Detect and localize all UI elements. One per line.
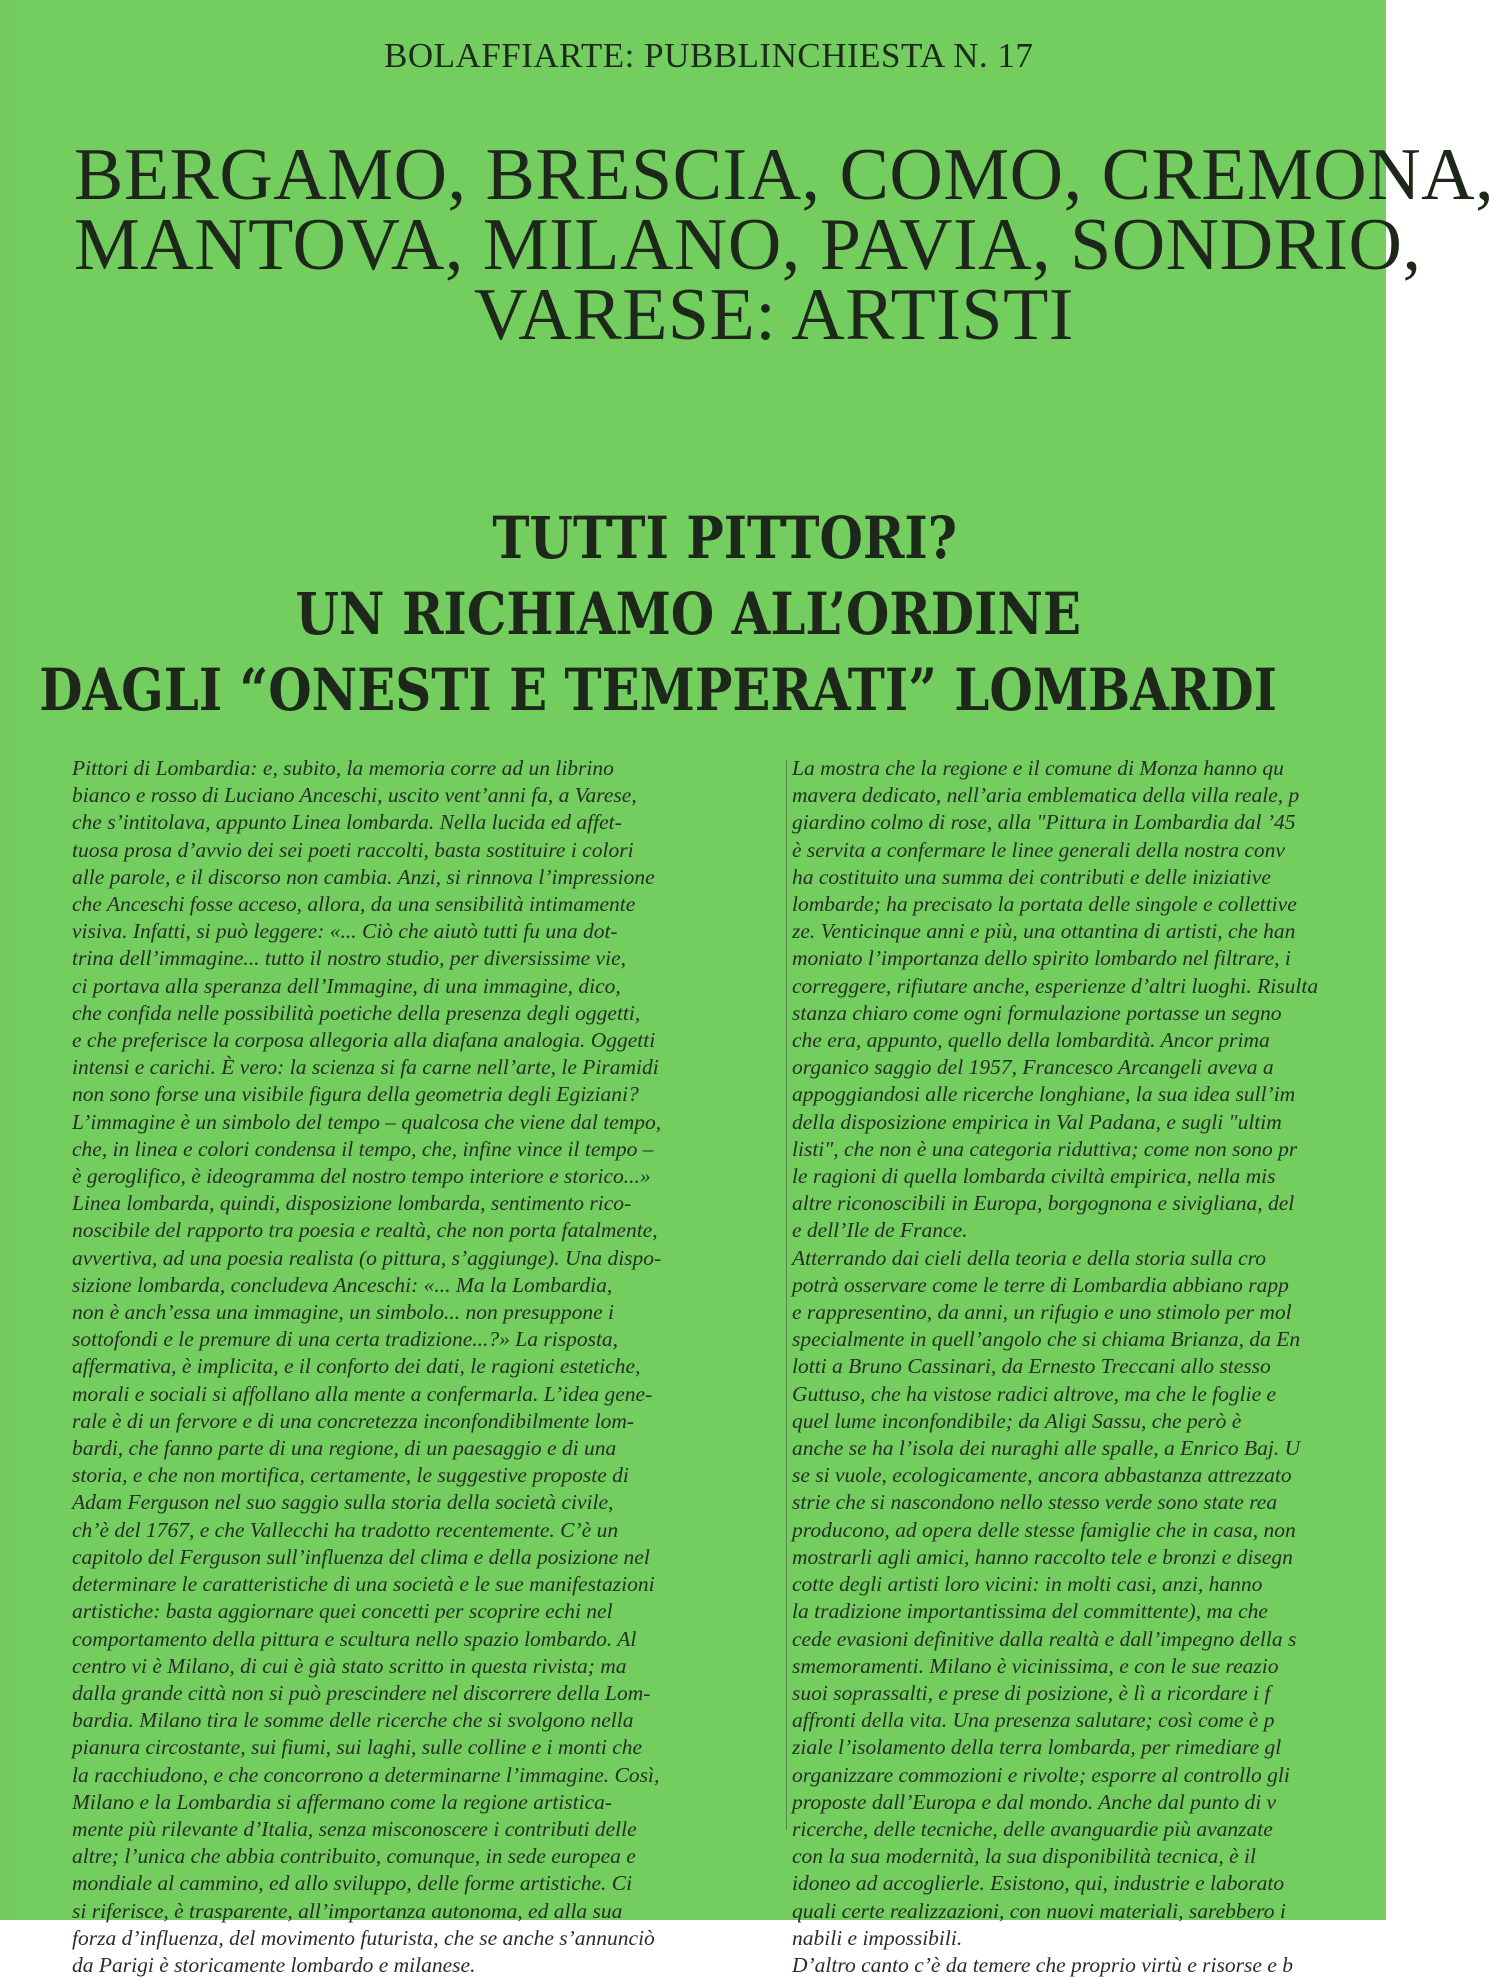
column-divider xyxy=(786,760,787,1830)
article-line: Linea lombarda, quindi, disposizione lombarda, sentimento rico- xyxy=(72,1191,632,1216)
article-line: suoi soprassalti, e prese di posizione, è lì a ricordare i f xyxy=(792,1680,1271,1705)
headline-line-1: BERGAMO, BRESCIA, COMO, CREMONA, xyxy=(74,134,1494,216)
article-line: organizzare commozioni e rivolte; esporre al controllo gli xyxy=(792,1762,1290,1787)
headline-line-3: VARESE: ARTISTI xyxy=(474,274,1074,356)
article-line: della disposizione empirica in Val Padana, e sugli "ultim xyxy=(792,1109,1282,1134)
article-line: lotti a Bruno Cassinari, da Ernesto Treccani allo stesso xyxy=(792,1354,1271,1379)
article-line: con la sua modernità, la sua disponibilità tecnica, è il xyxy=(792,1844,1257,1869)
article-line: mondiale al cammino, ed allo sviluppo, delle forme artistiche. Ci xyxy=(72,1871,633,1896)
article-line: comportamento della pittura e scultura nello spazio lombardo. Al xyxy=(72,1626,637,1651)
article-line: proposte dall’Europa e dal mondo. Anche dal punto di v xyxy=(792,1789,1277,1814)
article-line: D’altro canto c’è da temere che proprio virtù e risorse e b xyxy=(792,1952,1293,1977)
article-line: noscibile del rapporto tra poesia e realtà, che non porta fatalmente, xyxy=(72,1218,658,1243)
series-header: BOLAFFIARTE: PUBBLINCHIESTA N. 17 xyxy=(384,36,1034,75)
subheadline xyxy=(22,500,1277,728)
article-line: sottofondi e le premure di una certa tradizione...?» La risposta, xyxy=(72,1327,619,1352)
article-line: la racchiudono, e che concorrono a determinarne l’immagine. Così, xyxy=(72,1762,660,1787)
article-line: e dell’Ile de France. xyxy=(792,1218,968,1243)
article-line: mostrarli agli amici, hanno raccolto tele e bronzi e disegn xyxy=(792,1544,1293,1569)
article-line: potrà osservare come le terre di Lombardia abbiano rapp xyxy=(792,1272,1289,1297)
article-line: specialmente in quell’angolo che si chiama Brianza, da En xyxy=(792,1327,1301,1352)
article-line: la tradizione importantissima del committente), ma che xyxy=(792,1599,1268,1624)
article-line: non sono forse una visibile figura della geometria degli Egiziani? xyxy=(72,1082,639,1107)
article-line: storia, e che non mortifica, certamente, le suggestive proposte di xyxy=(72,1463,629,1488)
article-line: Milano e la Lombardia si affermano come la regione artistica- xyxy=(72,1789,613,1814)
article-line: producono, ad opera delle stesse famiglie che in casa, non xyxy=(792,1517,1296,1542)
article-line: che, in linea e colori condensa il tempo, che, infine vince il tempo – xyxy=(72,1136,654,1161)
article-line: affermativa, è implicita, e il conforto dei dati, le ragioni estetiche, xyxy=(72,1354,641,1379)
article-line: forza d’influenza, del movimento futurista, che se anche s’annunciò xyxy=(72,1925,655,1950)
article-line: quel lume inconfondibile; da Aligi Sassu, che però è xyxy=(792,1408,1242,1433)
article-line: bardia. Milano tira le somme delle ricerche che si svolgono nella xyxy=(72,1708,634,1733)
article-line: cotte degli artisti loro vicini: in molti casi, anzi, hanno xyxy=(792,1572,1263,1597)
article-line: ziale l’isolamento della terra lombarda, per rimediare gl xyxy=(792,1735,1282,1760)
article-line: non è anch’essa una immagine, un simbolo... non presuppone i xyxy=(72,1300,615,1325)
article-line: che s’intitolava, appunto Linea lombarda. Nella lucida ed affet- xyxy=(72,810,622,835)
article-line: altre; l’unica che abbia contribuito, comunque, in sede europea e xyxy=(72,1844,636,1869)
article-line: quali certe realizzazioni, con nuovi materiali, sarebbero i xyxy=(792,1898,1286,1923)
headline xyxy=(74,134,1494,356)
article-line: da Parigi è storicamente lombardo e milanese. xyxy=(72,1952,476,1977)
article-line: mente più rilevante d’Italia, senza misconoscere i contributi delle xyxy=(72,1816,637,1841)
article-line: idoneo ad accoglierle. Esistono, qui, industrie e laborato xyxy=(792,1871,1285,1896)
article-line: nabili e impossibili. xyxy=(792,1925,963,1950)
article-line: alle parole, e il discorso non cambia. Anzi, si rinnova l’impressione xyxy=(72,864,655,889)
subhead-line-1: TUTTI PITTORI? xyxy=(492,504,957,572)
article-line: determinare le caratteristiche di una società e le sue manifestazioni xyxy=(72,1572,655,1597)
article-line: bianco e rosso di Luciano Anceschi, uscito vent’anni fa, a Varese, xyxy=(72,783,637,808)
article-line: visiva. Infatti, si può leggere: «... Ciò che aiutò tutti fu una dot- xyxy=(72,919,618,944)
article-line: organico saggio del 1957, Francesco Arcangeli aveva a xyxy=(792,1055,1274,1080)
article-line: La mostra che la regione e il comune di Monza hanno qu xyxy=(792,756,1284,780)
article-line: capitolo del Ferguson sull’influenza del clima e della posizione nel xyxy=(72,1544,650,1569)
article-line: che confida nelle possibilità poetiche della presenza degli oggetti, xyxy=(72,1000,641,1025)
article-line: si riferisce, è trasparente, all’importanza autonoma, ed alla sua xyxy=(72,1898,623,1923)
article-line: bardi, che fanno parte di una regione, di un paesaggio e di una xyxy=(72,1436,617,1461)
article-line: artistiche: basta aggiornare quei concetti per scoprire echi nel xyxy=(72,1599,613,1624)
article-line: cede evasioni definitive dalla realtà e dall’impegno della s xyxy=(792,1626,1297,1651)
article-line: ha costituito una summa dei contributi e delle iniziative xyxy=(792,864,1271,889)
article-line: listi", che non è una categoria riduttiva; come non sono pr xyxy=(792,1136,1298,1161)
article-line: che era, appunto, quello della lombardità. Ancor prima xyxy=(792,1028,1270,1053)
subhead-line-2: UN RICHIAMO ALL’ORDINE xyxy=(295,580,1081,648)
article-line: trina dell’immagine... tutto il nostro studio, per diversissime vie, xyxy=(72,946,626,971)
article-line: intensi e carichi. È vero: la scienza si fa carne nell’arte, le Piramidi xyxy=(72,1055,659,1080)
article-line: ch’è del 1767, e che Vallecchi ha tradotto recentemente. C’è un xyxy=(72,1517,619,1542)
article-line: ricerche, delle tecniche, delle avanguardie più avanzate xyxy=(792,1816,1273,1841)
article-line: sizione lombarda, concludeva Anceschi: «... Ma la Lombardia, xyxy=(72,1272,613,1297)
article-line: tuosa prosa d’avvio dei sei poeti raccolti, basta sostituire i colori xyxy=(72,837,634,862)
subhead-line-3: DAGLI “ONESTI E TEMPERATI” LOMBARDI xyxy=(39,656,1277,724)
article-line: è geroglifico, è ideogramma del nostro tempo interiore e storico...» xyxy=(72,1164,651,1189)
article-line: smemoramenti. Milano è vicinissima, e con le sue reazio xyxy=(792,1653,1279,1678)
article-line: avvertiva, ad una poesia realista (o pittura, s’aggiunge). Una dispo- xyxy=(72,1245,662,1270)
article-line: centro vi è Milano, di cui è già stato scritto in questa rivista; ma xyxy=(72,1653,627,1678)
article-line: le ragioni di quella lombarda civiltà empirica, nella mis xyxy=(792,1164,1276,1189)
article-line: giardino colmo di rose, alla "Pittura in Lombardia dal ’45 xyxy=(792,810,1296,835)
headline-line-2: MANTOVA, MILANO, PAVIA, SONDRIO, xyxy=(74,204,1422,286)
article-line: se si vuole, ecologicamente, ancora abbastanza attrezzato xyxy=(792,1463,1292,1488)
article-line: rale è di un fervore e di una concretezza inconfondibilmente lom- xyxy=(72,1408,635,1433)
article-line: strie che si nascondono nello stesso verde sono state rea xyxy=(792,1490,1278,1515)
article-line: mavera dedicato, nell’aria emblematica della villa reale, p xyxy=(792,783,1300,808)
article-line: altre riconoscibili in Europa, borgognona e sivigliana, del xyxy=(792,1191,1295,1216)
article-line: lombarde; ha precisato la portata delle singole e collettive xyxy=(792,892,1297,917)
article-line: Guttuso, che ha vistose radici altrove, ma che le foglie e xyxy=(792,1381,1277,1406)
article-column-right xyxy=(792,755,1386,1979)
article-line: correggere, rifiutare anche, esperienze d’altri luoghi. Risulta xyxy=(792,973,1319,998)
article-line: Pittori di Lombardia: e, subito, la memoria corre ad un librino xyxy=(72,756,614,780)
article-line: Adam Ferguson nel suo saggio sulla storia della società civile, xyxy=(72,1490,614,1515)
article-line: ze. Venticinque anni e più, una ottantina di artisti, che han xyxy=(792,919,1296,944)
article-column-left xyxy=(72,755,778,1979)
article-line: L’immagine è un simbolo del tempo – qualcosa che viene dal tempo, xyxy=(72,1109,662,1134)
article-line: morali e sociali si affollano alla mente a confermarla. L’idea gene- xyxy=(72,1381,653,1406)
article-line: è servita a confermare le linee generali della nostra conv xyxy=(792,837,1285,862)
article-line: affronti della vita. Una presenza salutare; così come è p xyxy=(792,1708,1275,1733)
page-content xyxy=(22,0,1494,1977)
article-line: appoggiandosi alle ricerche longhiane, la sua idea sull’im xyxy=(792,1082,1296,1107)
article-line: ci portava alla speranza dell’Immagine, di una immagine, dico, xyxy=(72,973,621,998)
article-line: dalla grande città non si può prescindere nel discorrere della Lom- xyxy=(72,1680,651,1705)
article-line: Atterrando dai cieli della teoria e della storia sulla cro xyxy=(792,1245,1266,1270)
article-line: e rappresentino, da anni, un rifugio e uno stimolo per mol xyxy=(792,1300,1292,1325)
article-line: stanza chiaro come ogni formulazione portasse un segno xyxy=(792,1000,1282,1025)
article-line: che Anceschi fosse acceso, allora, da una sensibilità intimamente xyxy=(72,892,636,917)
article-line: e che preferisce la corposa allegoria alla diafana analogia. Oggetti xyxy=(72,1028,656,1053)
article-line: moniato l’importanza dello spirito lombardo nel filtrare, i xyxy=(792,946,1291,971)
article-line: anche se ha l’isola dei nuraghi alle spalle, a Enrico Baj. U xyxy=(792,1436,1301,1461)
article-line: pianura circostante, sui fiumi, sui laghi, sulle colline e i monti che xyxy=(72,1735,643,1760)
